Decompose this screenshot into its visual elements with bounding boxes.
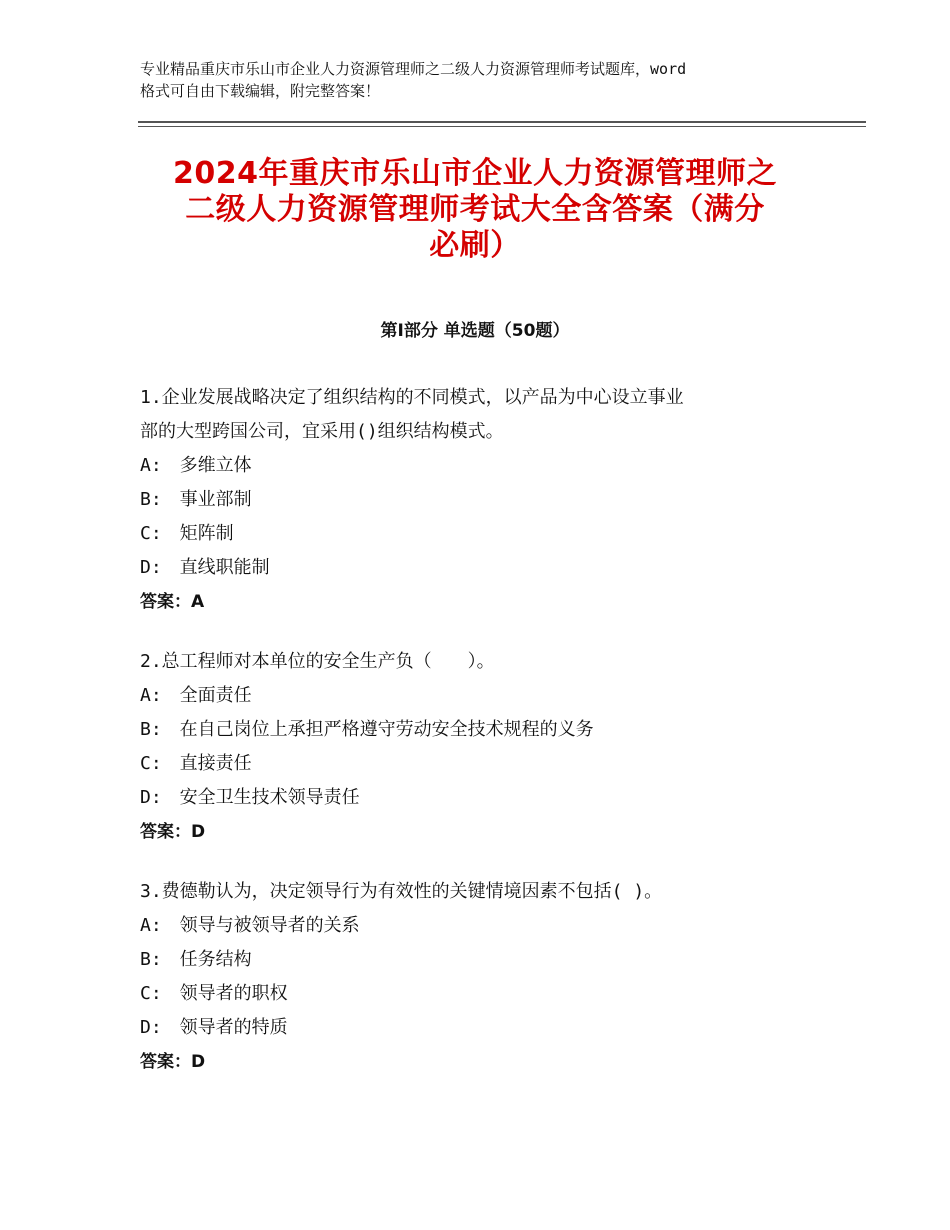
header-divider-bottom <box>138 126 866 127</box>
title-line-1: 2024年重庆市乐山市企业人力资源管理师之 <box>173 156 777 191</box>
option-d: D: 领导者的特质 <box>140 1017 288 1038</box>
option-a: A: 全面责任 <box>140 685 252 706</box>
document-title <box>140 156 810 264</box>
section-heading: 第Ⅰ部分 单选题（50题） <box>380 321 570 341</box>
title-line-2: 二级人力资源管理师考试大全含答案（满分 <box>185 192 765 227</box>
option-a: A: 领导与被领导者的关系 <box>140 915 360 936</box>
option-b: B: 在自己岗位上承担严格遵守劳动安全技术规程的义务 <box>140 719 594 740</box>
header-divider-top <box>138 121 866 123</box>
option-b: B: 事业部制 <box>140 489 252 510</box>
question-stem-line: 3.费德勒认为，决定领导行为有效性的关键情境因素不包括( )。 <box>140 881 663 902</box>
option-b: B: 任务结构 <box>140 949 252 970</box>
option-d: D: 安全卫生技术领导责任 <box>140 787 360 808</box>
answer-label: 答案：D <box>140 1052 206 1072</box>
question-stem-line: 部的大型跨国公司，宜采用()组织结构模式。 <box>140 421 504 442</box>
question-1 <box>140 381 820 619</box>
page-header <box>140 58 820 102</box>
question-3 <box>140 875 820 1079</box>
answer-label: 答案：A <box>140 592 205 612</box>
option-a: A: 多维立体 <box>140 455 252 476</box>
option-c: C: 矩阵制 <box>140 523 234 544</box>
option-c: C: 直接责任 <box>140 753 252 774</box>
option-c: C: 领导者的职权 <box>140 983 288 1004</box>
question-stem-line: 2.总工程师对本单位的安全生产负（ ）。 <box>140 651 495 672</box>
option-d: D: 直线职能制 <box>140 557 270 578</box>
header-line-2: 格式可自由下载编辑，附完整答案！ <box>140 82 381 100</box>
question-list <box>140 381 820 1105</box>
header-line-1: 专业精品重庆市乐山市企业人力资源管理师之二级人力资源管理师考试题库，word <box>140 60 687 78</box>
question-stem-line: 1.企业发展战略决定了组织结构的不同模式，以产品为中心设立事业 <box>140 387 684 408</box>
answer-label: 答案：D <box>140 822 206 842</box>
title-line-3: 必刷） <box>429 228 521 263</box>
question-2 <box>140 645 820 849</box>
